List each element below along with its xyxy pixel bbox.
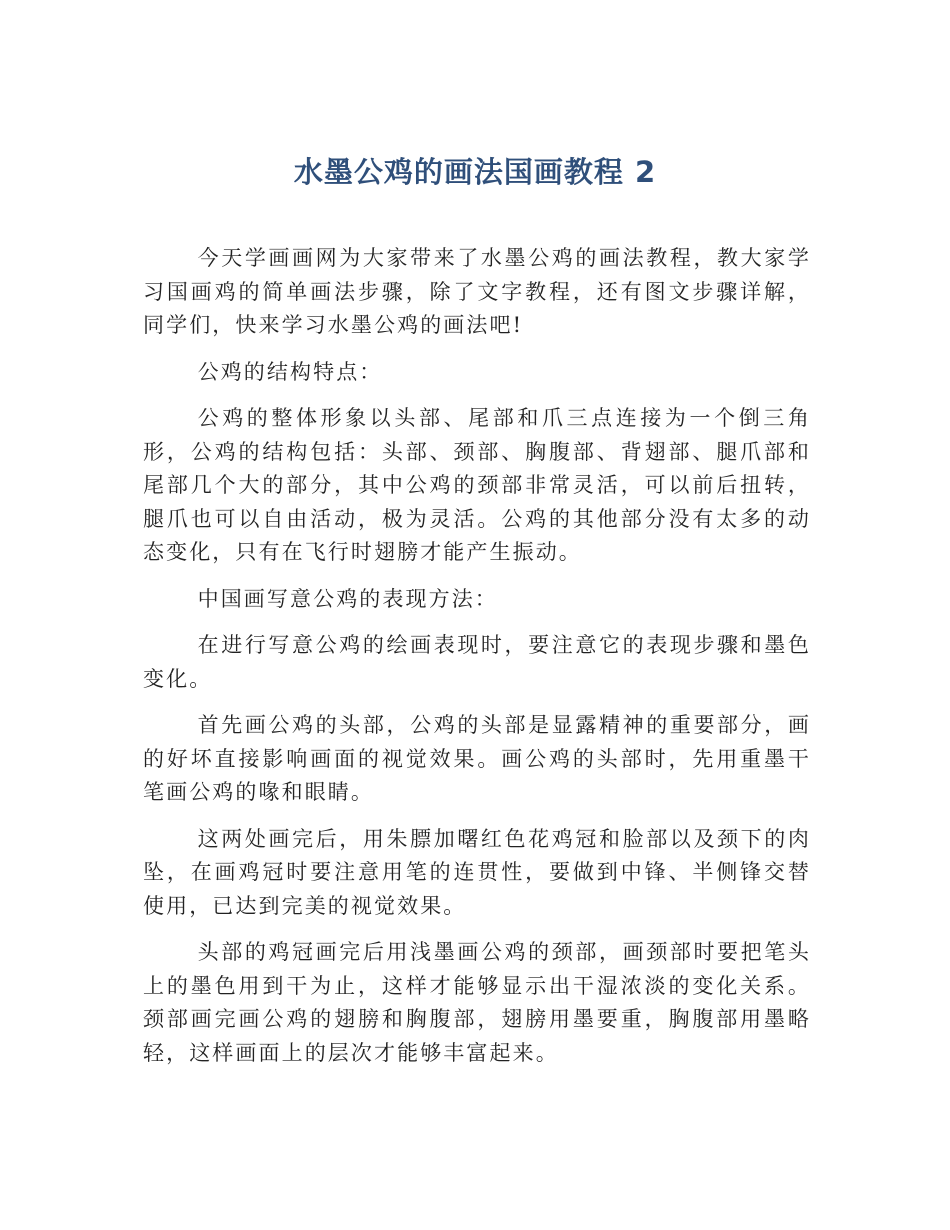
paragraph-comb: 这两处画完后，用朱膘加曙红色花鸡冠和脸部以及颈下的肉坠，在画鸡冠时要注意用笔的连贯性，要做到中锋、半侧锋交替使用，已达到完美的视觉效果。	[143, 826, 811, 918]
paragraph-neck: 头部的鸡冠画完后用浅墨画公鸡的颈部，画颈部时要把笔头上的墨色用到干为止，这样才能够显示出干湿浓淡的变化关系。颈部画完画公鸡的翅膀和胸腹部，翅膀用墨要重，胸腹部用墨略轻，这样画面上的层次才能够丰富起来。	[143, 940, 811, 1065]
paragraph-method-intro: 在进行写意公鸡的绘画表现时，要注意它的表现步骤和墨色变化。	[143, 633, 811, 691]
paragraph-structure: 公鸡的整体形象以头部、尾部和爪三点连接为一个倒三角形，公鸡的结构包括：头部、颈部、胸腹部、背翅部、腿爪部和尾部几个大的部分，其中公鸡的颈部非常灵活，可以前后扭转，腿爪也可以自由活动，极为灵活。公鸡的其他部分没有太多的动态变化，只有在飞行时翅膀才能产生振动。	[143, 406, 811, 564]
document-body	[143, 242, 811, 1083]
paragraph-structure-heading: 公鸡的结构特点：	[197, 359, 383, 384]
paragraph-intro: 今天学画画网为大家带来了水墨公鸡的画法教程，教大家学习国画鸡的简单画法步骤，除了文字教程，还有图文步骤详解，同学们，快来学习水墨公鸡的画法吧!	[143, 246, 811, 337]
document-title: 水墨公鸡的画法国画教程 2	[293, 155, 657, 189]
paragraph-method-heading: 中国画写意公鸡的表现方法：	[197, 586, 498, 611]
paragraph-head: 首先画公鸡的头部，公鸡的头部是显露精神的重要部分，画的好坏直接影响画面的视觉效果。画公鸡的头部时，先用重墨干笔画公鸡的喙和眼睛。	[143, 713, 811, 804]
